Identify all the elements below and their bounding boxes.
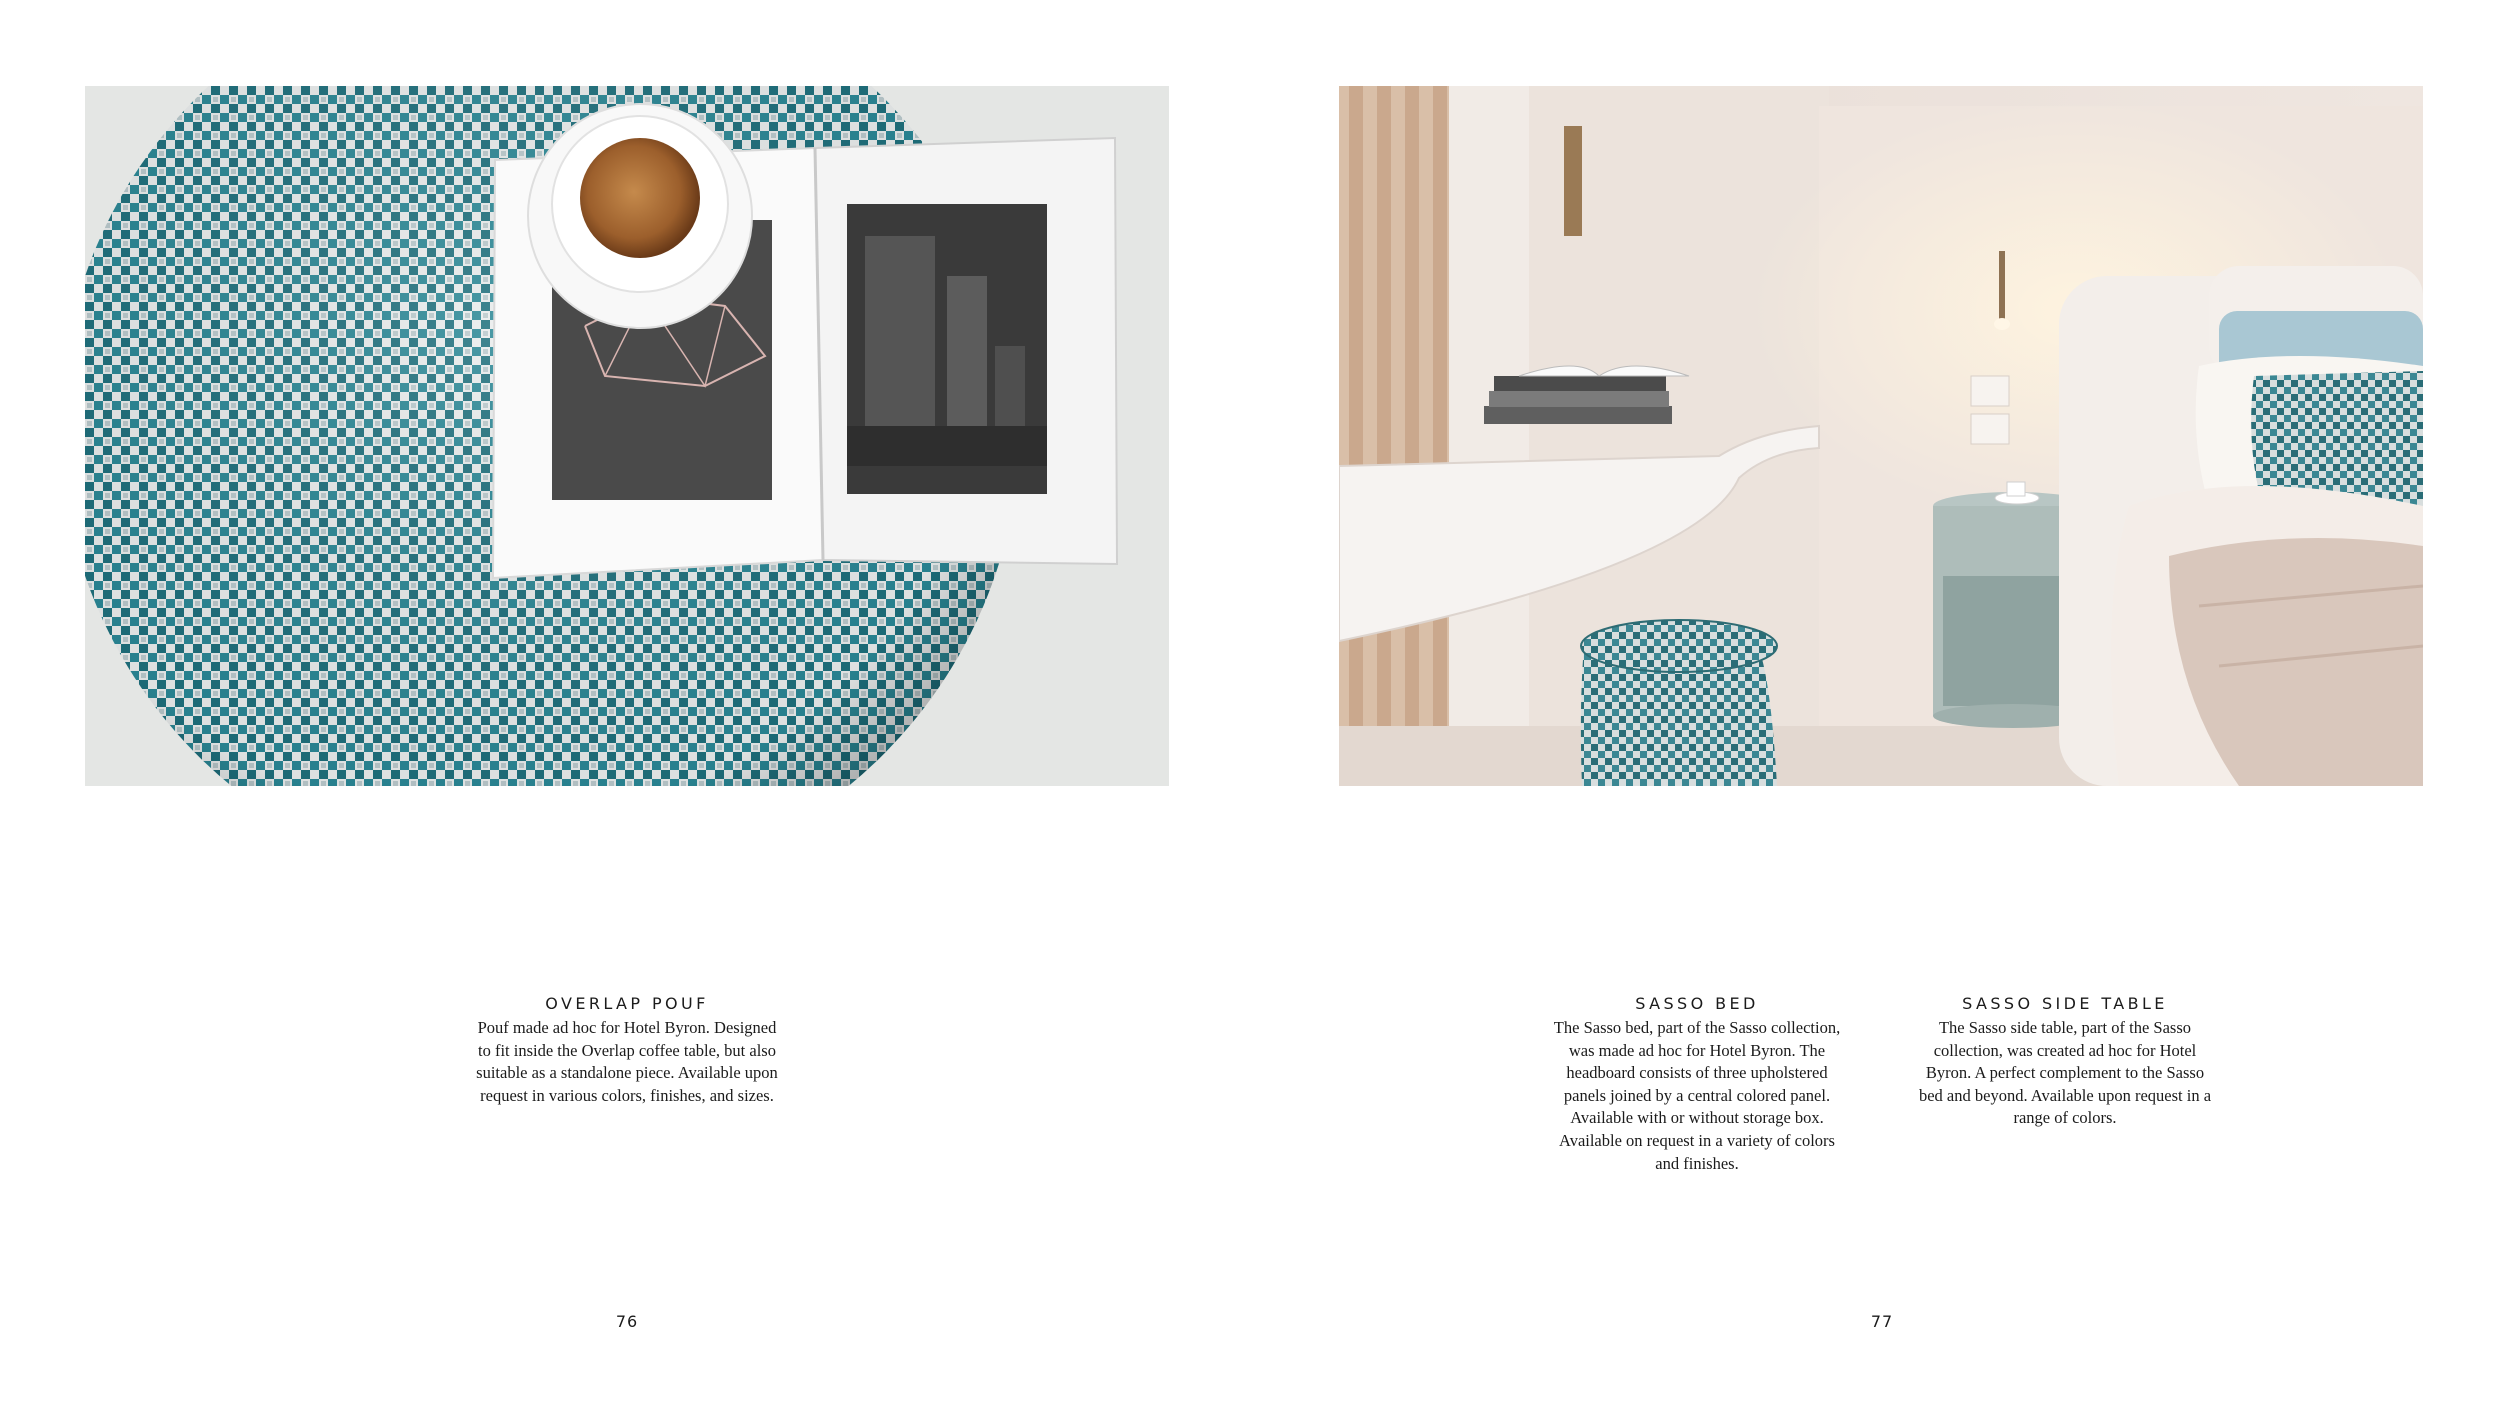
caption-body: The Sasso bed, part of the Sasso collection, was made ad hoc for Hotel Byron. The headboard consists of three upholstered panels joined by a central colored panel. Available with or without storage box. Available on request in a variety of colors and finishes. <box>1553 1018 1841 1173</box>
pouf-photo <box>85 86 1169 786</box>
caption-sasso-bed <box>1519 994 1875 1175</box>
caption-title: SASSO BED <box>1635 994 1759 1013</box>
caption-sasso-side-table <box>1890 994 2240 1130</box>
caption-title: SASSO SIDE TABLE <box>1962 994 2168 1013</box>
page-number-left: 76 <box>615 1312 639 1331</box>
caption-body: The Sasso side table, part of the Sasso collection, was created ad hoc for Hotel Byron. A perfect complement to the Sasso bed and beyond. Available upon request in a range of colors. <box>1918 1018 2212 1128</box>
page-number-right: 77 <box>1870 1312 1894 1331</box>
caption-title: OVERLAP POUF <box>545 994 709 1013</box>
bed <box>2059 266 2423 786</box>
brass-sconce <box>1564 126 1582 236</box>
coffee-cup <box>528 104 752 328</box>
checkered-pouf <box>1581 620 1777 786</box>
caption-overlap-pouf <box>446 994 808 1107</box>
bedroom-photo <box>1339 86 2423 786</box>
caption-body: Pouf made ad hoc for Hotel Byron. Designed to fit inside the Overlap coffee table, but also suitable as a standalone piece. Available upon request in various colors, finishes, and sizes. <box>476 1018 778 1105</box>
